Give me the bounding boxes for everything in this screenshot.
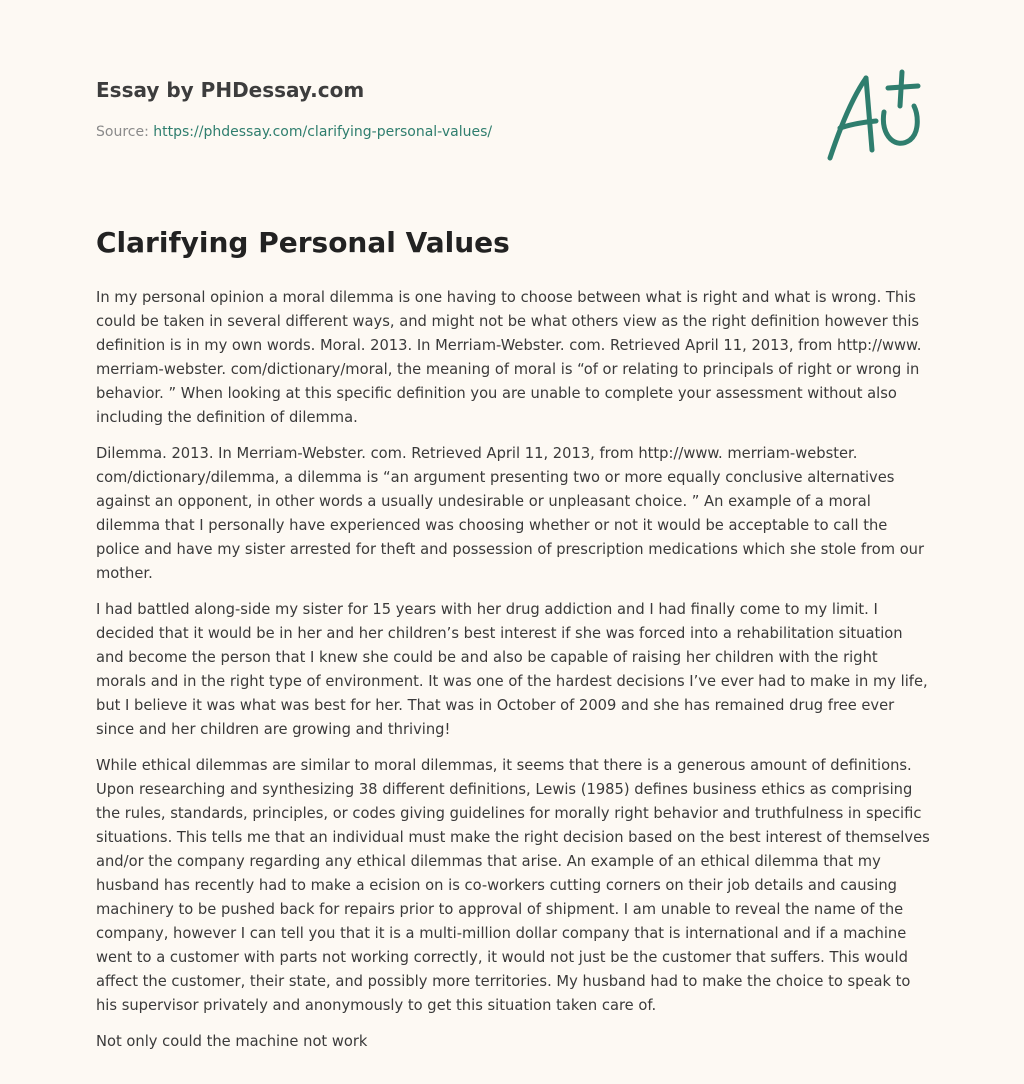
essay-paragraph: While ethical dilemmas are similar to moral dilemmas, it seems that there is a generous amount of definitions. Upon researching and synthesizing 38 different definitions, Lewis (1985) defines business ethics as comprising the rules, standards, principles, or codes giving guidelines for morally right behavior and truthfulness in specific situations. This tells me that an individual must make the right decision based on the best interest of themselves and/or the company regarding any ethical dilemmas that arise. An example of an ethical dilemma that my husband has recently had to make a ecision on is co-workers cutting corners on their job details and causing machinery to be pushed back for repairs prior to approval of shipment. I am unable to reveal the name of the company, however I can tell you that it is a multi-million dollar company that is international and if a machine went to a customer with parts not working correctly, it would not just be the customer that suffers. This would affect the customer, their state, and possibly more territories. My husband had to make the choice to speak to his supervisor privately and anonymously to get this situation taken care of. (96, 757, 930, 1014)
site-brand: Essay by PHDessay.com (96, 78, 365, 102)
source-link[interactable]: https://phdessay.com/clarifying-personal-values/ (153, 124, 493, 140)
source-label: Source: (96, 124, 154, 140)
essay-paragraph: Dilemma. 2013. In Merriam-Webster. com. Retrieved April 11, 2013, from http://www. merriam-webster. com/dictionary/dilemma, a dilemma is “an argument presenting two or more equally conclusive alternatives against an opponent, in other words a usually undesirable or unpleasant choice. ” An example of a moral dilemma that I personally have experienced was choosing whether or not it would be acceptable to call the police and have my sister arrested for theft and possession of prescription medications which she stole from our mother. (96, 445, 925, 582)
essay-paragraph: In my personal opinion a moral dilemma is one having to choose between what is right and what is wrong. This could be taken in several different ways, and might not be what others view as the right definition however this definition is in my own words. Moral. 2013. In Merriam-Webster. com. Retrieved April 11, 2013, from http://www. merriam-webster. com/dictionary/moral, the meaning of moral is “of or relating to principals of right or wrong in behavior. ” When looking at this specific definition you are unable to complete your assessment without also including the definition of dilemma. (96, 289, 922, 426)
essay-body (96, 286, 932, 1066)
essay-paragraph: Not only could the machine not work (96, 1033, 368, 1050)
source-line (96, 124, 492, 140)
a-plus-logo-icon (818, 66, 930, 166)
essay-title: Clarifying Personal Values (96, 226, 510, 259)
essay-paragraph: I had battled along-side my sister for 15 years with her drug addiction and I had finally come to my limit. I decided that it would be in her and her children’s best interest if she was forced into a rehabilitation situation and become the person that I knew she could be and also be capable of raising her children with the right morals and in the right type of environment. It was one of the hardest decisions I’ve ever had to make in my life, but I believe it was what was best for her. That was in October of 2009 and she has remained drug free ever since and her children are growing and thriving! (96, 601, 928, 738)
